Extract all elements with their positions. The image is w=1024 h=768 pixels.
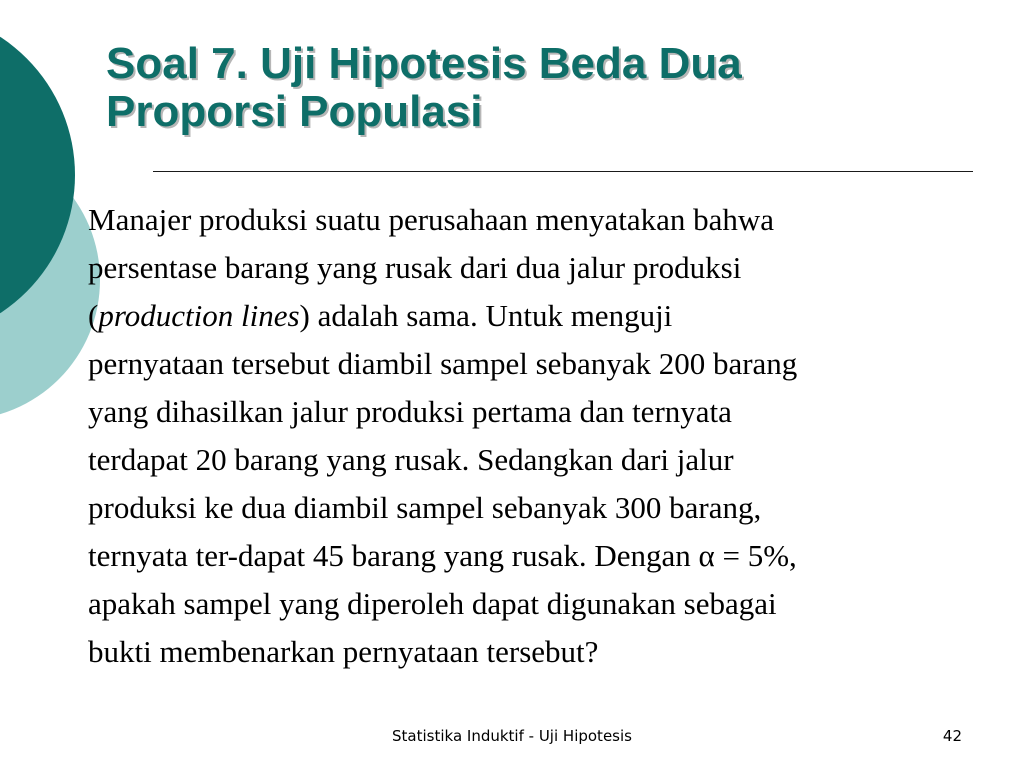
title-line-1: Soal 7. Uji Hipotesis Beda Dua <box>106 39 742 88</box>
body-line-7: produksi ke dua diambil sampel sebanyak 300 barang, <box>88 490 762 525</box>
body-line-5: yang dihasilkan jalur produksi pertama dan ternyata <box>88 394 732 429</box>
title-divider <box>153 171 973 172</box>
body-line-1: Manajer produksi suatu perusahaan menyatakan bahwa <box>88 202 775 237</box>
title-line-2: Proporsi Populasi <box>106 87 483 136</box>
body-line-8: ternyata ter-dapat 45 barang yang rusak. Dengan α = 5%, <box>88 538 797 573</box>
body-line-9: apakah sampel yang diperoleh dapat digunakan sebagai <box>88 586 777 621</box>
body-line-10: bukti membenarkan pernyataan tersebut? <box>88 634 599 669</box>
body-line-3-rest: ) adalah sama. Untuk menguji <box>299 298 673 333</box>
production-lines-term: production lines <box>98 298 300 333</box>
body-line-6: terdapat 20 barang yang rusak. Sedangkan dari jalur <box>88 442 734 477</box>
open-paren: ( <box>88 298 99 333</box>
slide-title <box>106 40 986 136</box>
body-line-3 <box>88 292 1008 340</box>
body-line-4: pernyataan tersebut diambil sampel sebanyak 200 barang <box>88 346 798 381</box>
body-line-2: persentase barang yang rusak dari dua jalur produksi <box>88 250 742 285</box>
page-number: 42 <box>942 727 962 745</box>
footer-title: Statistika Induktif - Uji Hipotesis <box>392 727 632 745</box>
problem-text <box>88 196 1008 676</box>
